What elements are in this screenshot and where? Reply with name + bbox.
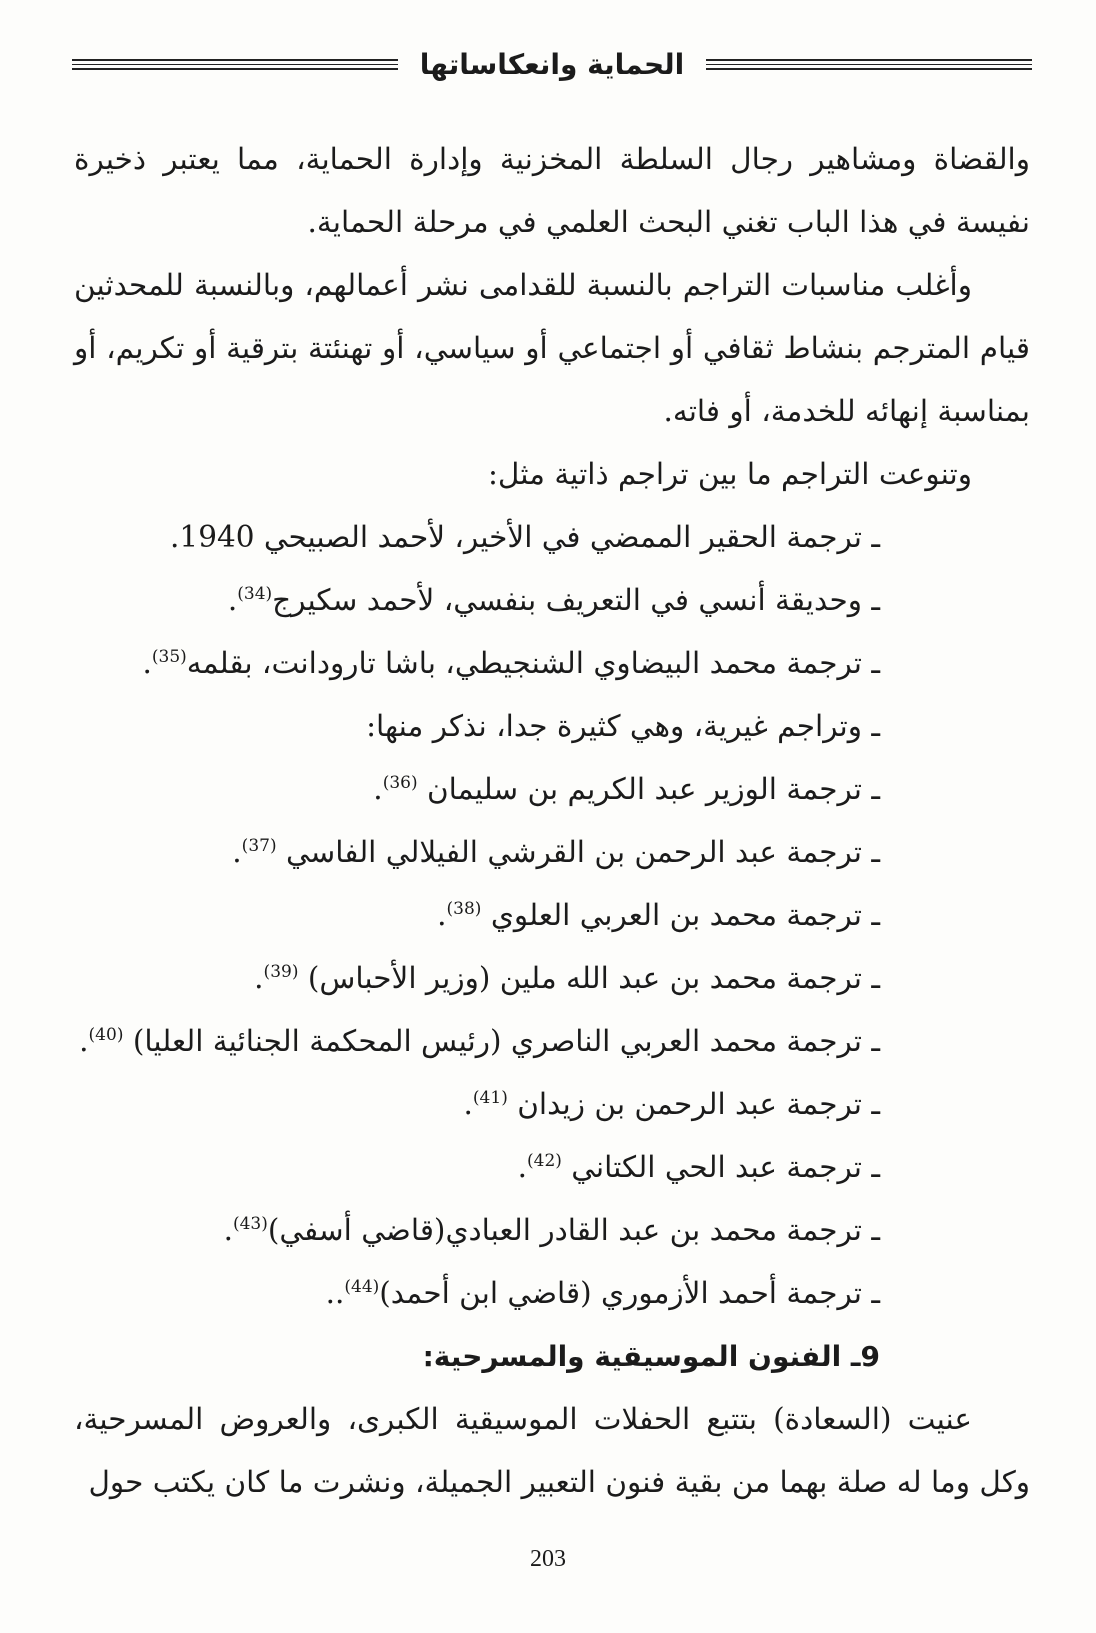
self-biography-item: ـ ترجمة الحقير الممضي في الأخير، لأحمد الصبيحي 1940. [170,520,880,554]
header-rule-left [72,59,398,70]
other-biography-item: ـ ترجمة محمد بن عبد الله ملين (وزير الأحباس) $^{(39)}$. [254,961,880,995]
section-paragraph: عنيت (السعادة) بتتبع الحفلات الموسيقية الكبرى، والعروض المسرحية، وكل وما له صلة بهما من بقية فنون التعبير الجميلة، ونشرت ما كان يكتب حول [74,1402,1030,1499]
footnote-ref: (37) [241,836,277,857]
footnote-ref: (40) [88,1025,124,1046]
page-number: 203 [530,1546,566,1572]
running-title: الحماية وانعكاساتها [419,47,685,81]
footnote-ref: (39) [263,962,299,983]
footnote-ref: (41) [472,1088,508,1109]
other-biography-item: ـ ترجمة محمد بن العربي العلوي $^{(38)}$. [437,898,880,932]
footnote-ref: (36) [382,773,418,794]
other-biography-item: ـ ترجمة عبد الرحمن بن القرشي الفيلالي الفاسي $^{(37)}$. [232,835,880,869]
paragraph-2: وأغلب مناسبات التراجم بالنسبة للقدامى نشر أعمالهم، وبالنسبة للمحدثين قيام المترجم بنشاط ثقافي أو اجتماعي أو سياسي، أو تهنئتة بترقية أو تكريم، أو بمناسبة إنهائه للخدمة، أو فاته. [74,268,1030,428]
footnote-ref: (38) [446,899,482,920]
footnote-ref: (42) [526,1151,562,1172]
other-biography-item: ـ ترجمة محمد بن عبد القادر العبادي(قاضي أسفي)$^{(43)}$. [223,1213,880,1247]
footnote-ref: (34) [237,584,273,605]
footnote-ref: (35) [151,647,187,668]
other-biography-item: ـ ترجمة عبد الحي الكتاني $^{(42)}$. [517,1150,880,1184]
other-biography-item: ـ ترجمة محمد العربي الناصري (رئيس المحكمة الجنائية العليا) $^{(40)}$. [79,1024,880,1058]
header-rule-right [706,59,1032,70]
footnote-ref: (44) [344,1277,380,1298]
other-biographies-intro: ـ وتراجم غيرية، وهي كثيرة جدا، نذكر منها: [366,709,880,743]
footnote-ref: (43) [232,1214,268,1235]
running-header [72,44,1032,84]
other-biography-item: ـ ترجمة عبد الرحمن بن زيدان $^{(41)}$. [463,1087,880,1121]
paragraph-3: وتنوعت التراجم ما بين تراجم ذاتية مثل: [487,457,972,491]
self-biography-item: ـ وحديقة أنسي في التعريف بنفسي، لأحمد سكيرج$^{(34)}$. [227,583,880,617]
other-biography-item: ـ ترجمة الوزير عبد الكريم بن سليمان $^{(36)}$. [373,772,880,806]
section-heading: 9ـ الفنون الموسيقية والمسرحية: [422,1340,880,1373]
paragraph-1: والقضاة ومشاهير رجال السلطة المخزنية وإدارة الحماية، مما يعتبر ذخيرة نفيسة في هذا الباب تغني البحث العلمي في مرحلة الحماية. [74,142,1030,239]
page-body [74,128,1030,1514]
other-biography-item: ـ ترجمة أحمد الأزموري (قاضي ابن أحمد)$^{(44)}$.. [325,1276,880,1310]
self-biography-item: ـ ترجمة محمد البيضاوي الشنجيطي، باشا تارودانت، بقلمه$^{(35)}$. [142,646,880,680]
